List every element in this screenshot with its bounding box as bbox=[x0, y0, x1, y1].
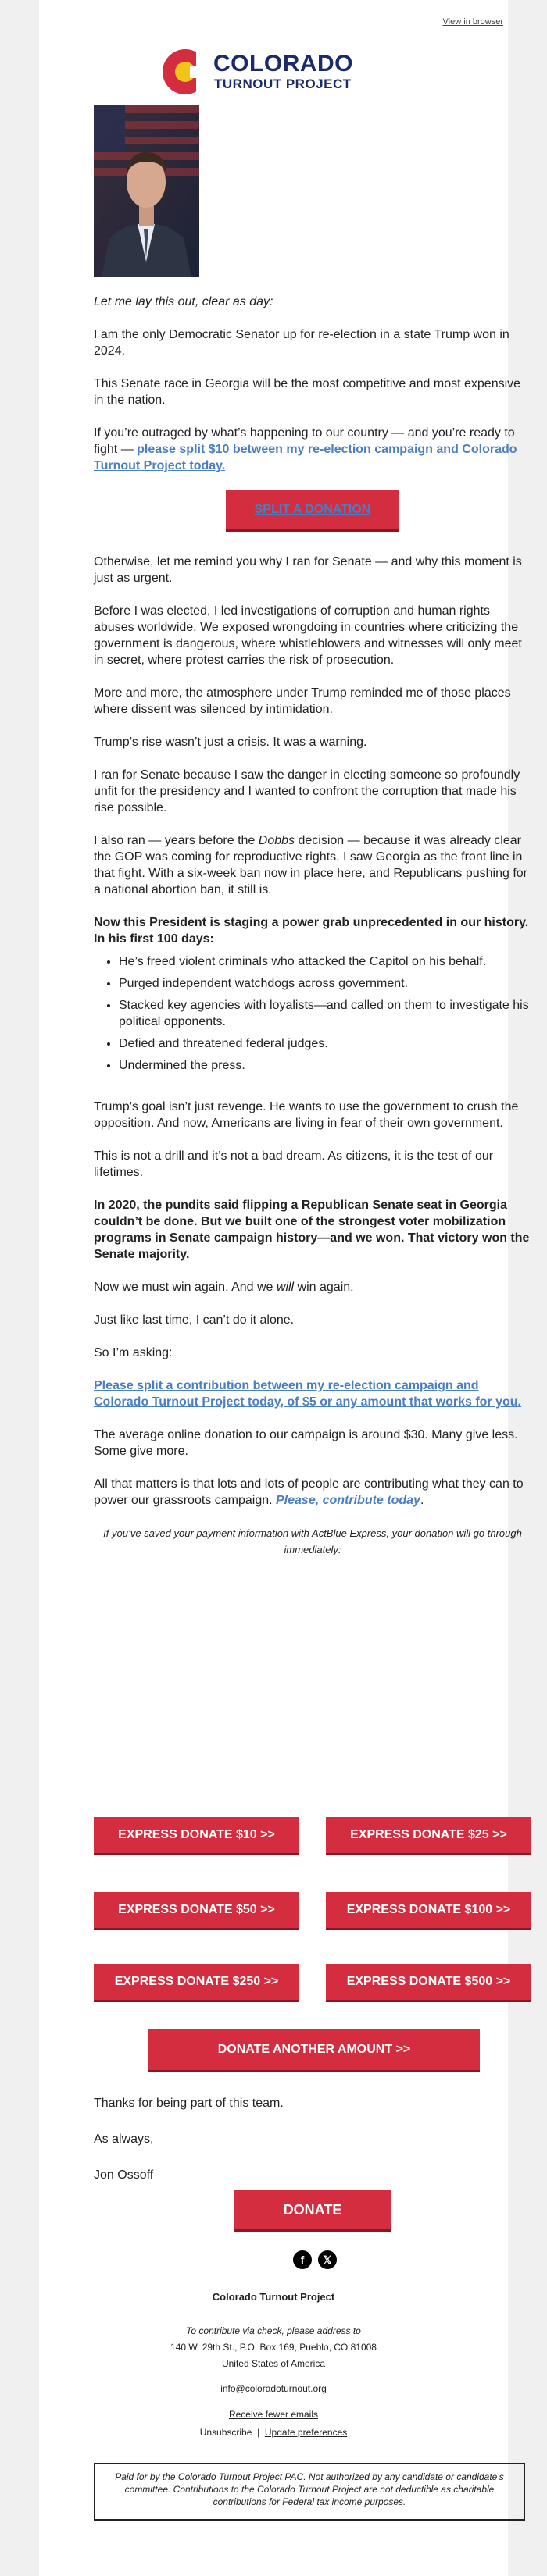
view-in-browser-link[interactable]: View in browser bbox=[442, 17, 503, 27]
footer-org-name: Colorado Turnout Project bbox=[212, 2291, 335, 2303]
subscription-links bbox=[0, 2427, 547, 2438]
donate-button[interactable]: DONATE bbox=[234, 2190, 391, 2229]
paragraph bbox=[94, 1476, 531, 1509]
list-item: • Defied and threatened federal judges. bbox=[119, 1035, 531, 1052]
receive-fewer-link[interactable]: Receive fewer emails bbox=[228, 2409, 319, 2420]
paragraph-text: win again. bbox=[294, 1281, 354, 1294]
closing-section bbox=[94, 2095, 284, 2183]
intro-line: Let me lay this out, clear as day: bbox=[94, 295, 274, 308]
paragraph: So I’m asking: bbox=[94, 1346, 173, 1359]
colorado-c-icon bbox=[162, 48, 209, 95]
social-links bbox=[293, 2250, 340, 2271]
paragraph bbox=[94, 832, 531, 898]
paragraph-text: I also ran — years before the bbox=[94, 834, 259, 847]
logo-subtitle: TURNOUT PROJECT bbox=[214, 77, 352, 91]
email-container bbox=[39, 0, 530, 2576]
paragraph-text: Now we must win again. And we bbox=[94, 1281, 277, 1294]
list-item: • Stacked key agencies with loyalists—and called on them to investigate his political opponents. bbox=[119, 997, 531, 1030]
paragraph bbox=[94, 1279, 531, 1295]
logo-title: COLORADO bbox=[213, 51, 353, 77]
power-grab-heading: Now this President is staging a power grab unprecedented in our history. In his first 100 days: bbox=[94, 916, 529, 946]
express-donate-25-button[interactable]: EXPRESS DONATE $25 >> bbox=[326, 1817, 531, 1853]
first-100-days-list bbox=[94, 953, 531, 1074]
paragraph bbox=[94, 1377, 531, 1410]
list-item: • Undermined the press. bbox=[119, 1057, 531, 1074]
express-donate-250-button[interactable]: EXPRESS DONATE $250 >> bbox=[94, 1964, 299, 2000]
paid-for-disclaimer: Paid for by the Colorado Turnout Project PAC. Not authorized by any candidate or candidate’s committee. Contributions to the Colorado Turnout Project are not deductible as charitable contributions for Federal tax income purposes. bbox=[94, 2463, 525, 2521]
email-body bbox=[94, 294, 531, 1574]
contribute-today-link[interactable]: Please, contribute today bbox=[276, 1494, 420, 1507]
paragraph: More and more, the atmosphere under Trump reminded me of those places where dissent was silenced by intimidation. bbox=[94, 686, 511, 716]
split-ten-link[interactable]: please split $10 between my re-election campaign and Colorado Turnout Project today. bbox=[94, 443, 517, 472]
as-always-line: As always, bbox=[94, 2132, 154, 2146]
express-donate-50-button[interactable]: EXPRESS DONATE $50 >> bbox=[94, 1892, 299, 1928]
signature: Jon Ossoff bbox=[94, 2168, 154, 2182]
paragraph: Before I was elected, I led investigations of corruption and human rights abuses worldwide. We exposed wrongdoing in countries where criticizing the government is dangerous, where whistleblowers and witnesses will only meet in secret, where protest carries the risk of prosecution. bbox=[94, 604, 522, 667]
split-contribution-link[interactable]: Please split a contribution between my re-election campaign and Colorado Turnout Project today, of $5 or any amount that works for you. bbox=[94, 1379, 521, 1409]
paragraph: The average online donation to our campaign is around $30. Many give less. Some give more. bbox=[94, 1428, 518, 1458]
footer-separator: | bbox=[257, 2427, 260, 2438]
update-preferences-link[interactable]: Update preferences bbox=[264, 2427, 348, 2438]
list-item: • He’s freed violent criminals who attacked the Capitol on his behalf. bbox=[119, 953, 531, 970]
facebook-icon[interactable]: f bbox=[293, 2250, 312, 2269]
senator-photo bbox=[94, 105, 199, 277]
thanks-line: Thanks for being part of this team. bbox=[94, 2097, 284, 2110]
paragraph: Trump’s rise wasn’t just a crisis. It was a warning. bbox=[94, 736, 367, 749]
receive-fewer-emails-link bbox=[0, 2409, 547, 2420]
express-donate-100-button[interactable]: EXPRESS DONATE $100 >> bbox=[326, 1892, 531, 1928]
list-item: • Purged independent watchdogs across government. bbox=[119, 975, 531, 992]
dobbs-emphasis: Dobbs bbox=[258, 834, 295, 847]
paragraph: I am the only Democratic Senator up for re-election in a state Trump won in 2024. bbox=[94, 328, 509, 358]
paragraph: This is not a drill and it’s not a bad dream. As citizens, it is the test of our lifetimes. bbox=[94, 1149, 494, 1179]
paragraph: Just like last time, I can’t do it alone. bbox=[94, 1313, 295, 1327]
check-note: To contribute via check, please address to bbox=[186, 2325, 361, 2336]
paragraph-bold: In 2020, the pundits said flipping a Republican Senate seat in Georgia couldn’t be done. But we built one of the strongest voter mobilization programs in Senate campaign history—and we won. That victory won the Senate majority. bbox=[94, 1199, 530, 1261]
paragraph-text: . bbox=[420, 1494, 424, 1507]
paragraph bbox=[94, 425, 531, 474]
split-donation-button[interactable]: SPLIT A DONATION bbox=[226, 490, 399, 529]
unsubscribe-link[interactable]: Unsubscribe bbox=[199, 2427, 252, 2438]
x-twitter-icon[interactable]: 𝕏 bbox=[318, 2250, 337, 2269]
mailing-address: 140 W. 29th St., P.O. Box 169, Pueblo, CO 81008 bbox=[170, 2342, 377, 2353]
express-donate-500-button[interactable]: EXPRESS DONATE $500 >> bbox=[326, 1964, 531, 2000]
paragraph: Trump’s goal isn’t just revenge. He wants to use the government to crush the opposition. And now, Americans are living in fear of their own government. bbox=[94, 1100, 519, 1130]
paragraph-text: If you’re outraged by what’s happening to our country — and you’re ready to fight — bbox=[94, 426, 515, 456]
will-emphasis: will bbox=[276, 1281, 295, 1294]
colorado-turnout-project-logo bbox=[162, 48, 388, 98]
paragraph: Otherwise, let me remind you why I ran for Senate — and why this moment is just as urgent. bbox=[94, 555, 522, 585]
paragraph-text: All that matters is that lots and lots of people are contributing what they can to power our grassroots campaign. bbox=[94, 1477, 524, 1507]
paragraph-text: decision — because it was already clear the GOP was coming for reproductive rights. I saw Georgia as the front line in that fight. With a six-week ban now in place here, and Republicans pushing for a national abortion ban, it still is. bbox=[94, 834, 527, 896]
paragraph: This Senate race in Georgia will be the most competitive and most expensive in the nation. bbox=[94, 377, 521, 407]
paragraph: I ran for Senate because I saw the danger in electing someone so profoundly unfit for the presidency and I wanted to confront the corruption that made his rise possible. bbox=[94, 768, 520, 814]
mailing-country: United States of America bbox=[221, 2358, 326, 2369]
footer-email[interactable]: info@coloradoturnout.org bbox=[220, 2383, 327, 2394]
donate-another-amount-button[interactable]: DONATE ANOTHER AMOUNT >> bbox=[148, 2029, 480, 2070]
actblue-note: If you’ve saved your payment information with ActBlue Express, your donation will go through immediately: bbox=[103, 1527, 522, 1555]
express-donate-10-button[interactable]: EXPRESS DONATE $10 >> bbox=[94, 1817, 299, 1853]
